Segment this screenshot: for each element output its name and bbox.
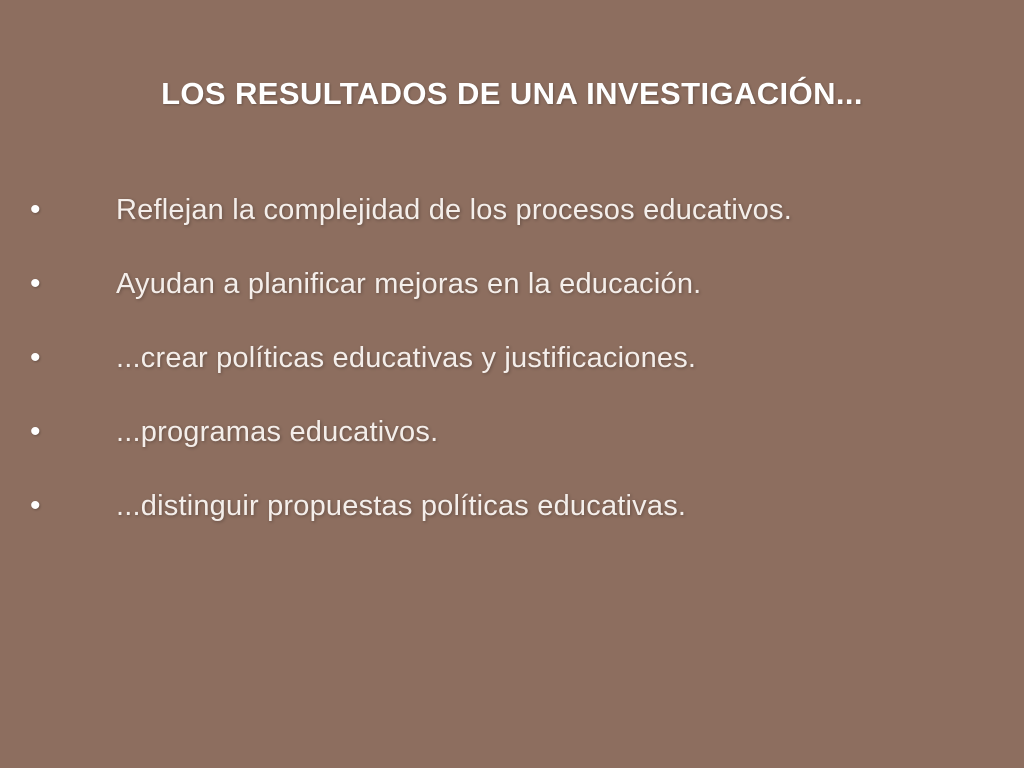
list-item <box>0 486 1024 526</box>
list-item-text: Reflejan la complejidad de los procesos educativos. <box>116 194 792 226</box>
list-item-text: Ayudan a planificar mejoras en la educación. <box>116 268 702 300</box>
list-item-text: ...programas educativos. <box>116 416 439 448</box>
bullet-list <box>0 190 1024 560</box>
bullet-point-icon: • <box>30 267 41 300</box>
bullet-point-icon: • <box>30 415 41 448</box>
list-item-text: ...distinguir propuestas políticas educativas. <box>116 490 687 522</box>
slide-title: LOS RESULTADOS DE UNA INVESTIGACIÓN... <box>161 76 863 111</box>
bullet-point-icon: • <box>30 193 41 226</box>
bullet-point-icon: • <box>30 341 41 374</box>
list-item <box>0 412 1024 452</box>
list-item <box>0 338 1024 378</box>
list-item <box>0 264 1024 304</box>
list-item <box>0 190 1024 230</box>
list-item-text: ...crear políticas educativas y justificaciones. <box>116 342 697 374</box>
bullet-point-icon: • <box>30 489 41 522</box>
